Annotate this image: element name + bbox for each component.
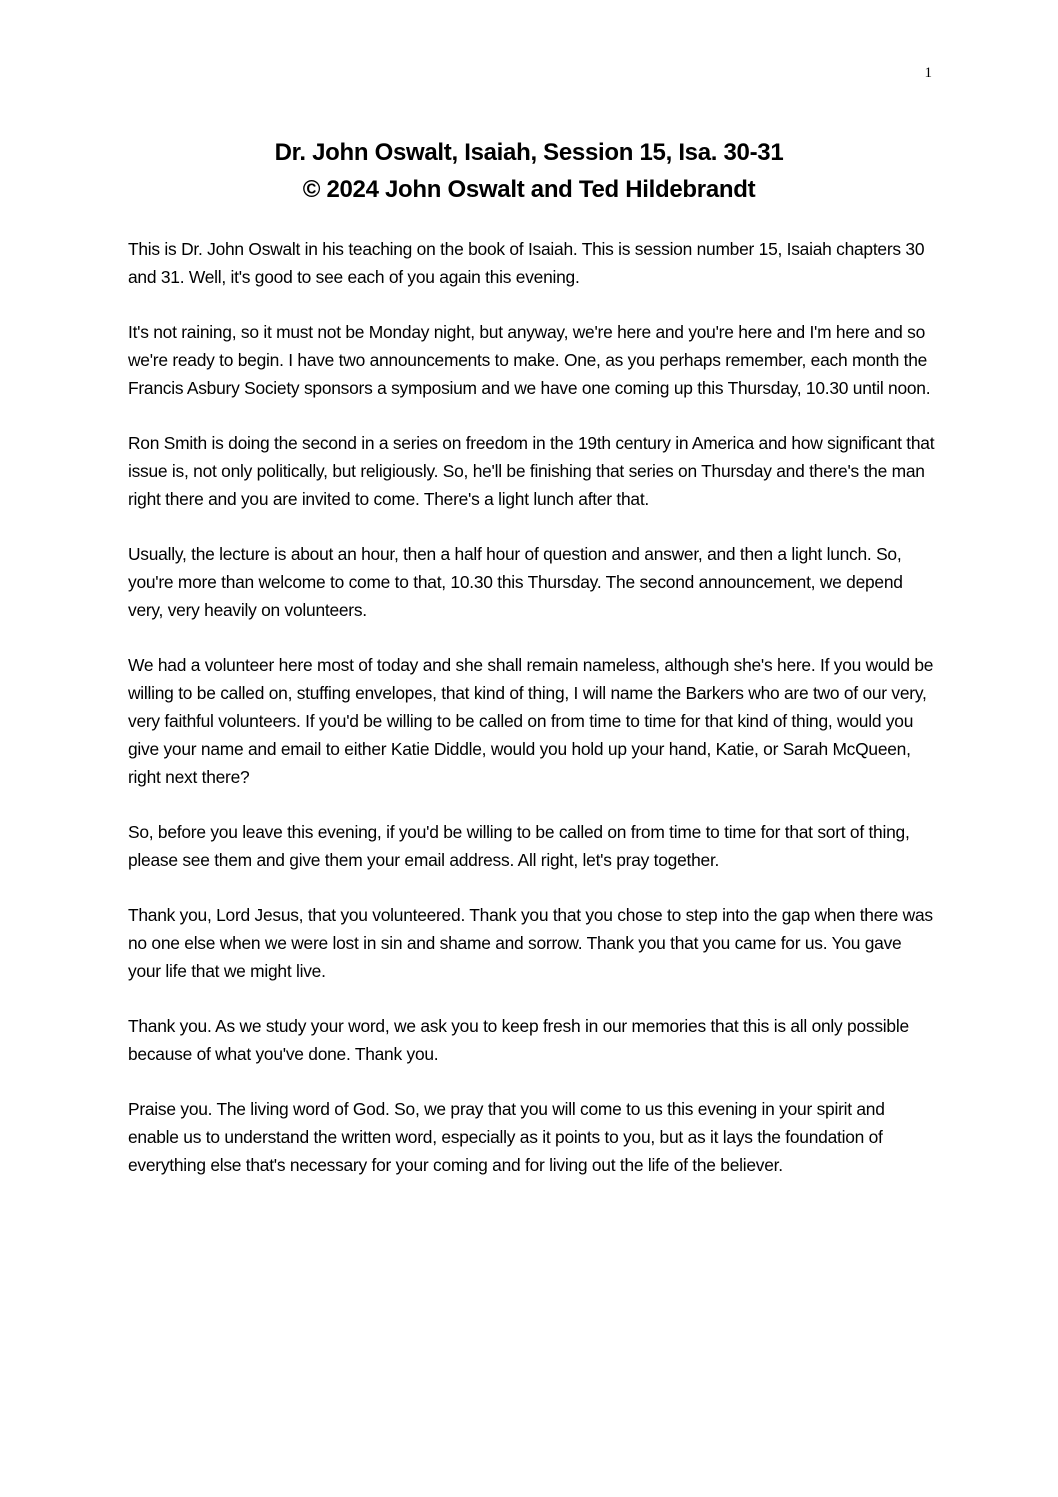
paragraph-7: Thank you, Lord Jesus, that you volunteered. Thank you that you chose to step into the gap when there was no one else when we were lost in sin and shame and sorrow. Thank you that you came for us. You gave your life that we might live. — [128, 905, 933, 981]
paragraph-8: Thank you. As we study your word, we ask you to keep fresh in our memories that this is all only possible because of what you've done. Thank you. — [128, 1016, 909, 1064]
document-title — [0, 134, 1058, 208]
paragraph-5: We had a volunteer here most of today and she shall remain nameless, although she's here. If you would be willing to be called on, stuffing envelopes, that kind of thing, I will name the Barkers who are two of our very, very faithful volunteers. If you'd be willing to be called on from time to time for that kind of thing, would you give your name and email to either Katie Diddle, would you hold up your hand, Katie, or Sarah McQueen, right next there? — [128, 655, 934, 787]
paragraph-6: So, before you leave this evening, if you'd be willing to be called on from time to time for that sort of thing, please see them and give them your email address. All right, let's pray together. — [128, 822, 910, 870]
paragraph-4: Usually, the lecture is about an hour, then a half hour of question and answer, and then a light lunch. So, you're more than welcome to come to that, 10.30 this Thursday. The second announcement, we depend very, very heavily on volunteers. — [128, 544, 903, 620]
paragraph-1: This is Dr. John Oswalt in his teaching on the book of Isaiah. This is session number 15, Isaiah chapters 30 and 31. Well, it's good to see each of you again this evening. — [128, 239, 925, 287]
title-line-1: Dr. John Oswalt, Isaiah, Session 15, Isa. 30-31 — [274, 139, 784, 166]
title-line-2: © 2024 John Oswalt and Ted Hildebrandt — [302, 176, 756, 203]
page-number: 1 — [924, 65, 932, 81]
paragraph-2: It's not raining, so it must not be Monday night, but anyway, we're here and you're here and I'm here and so we're ready to begin. I have two announcements to make. One, as you perhaps remember, each month the Francis Asbury Society sponsors a symposium and we have one coming up this Thursday, 10.30 until noon. — [128, 322, 931, 398]
paragraph-9: Praise you. The living word of God. So, we pray that you will come to us this evening in your spirit and enable us to understand the written word, especially as it points to you, but as it lays the foundation of everything else that's necessary for your coming and for living out the life of the believer. — [128, 1099, 885, 1175]
document-body — [128, 235, 938, 1206]
paragraph-3: Ron Smith is doing the second in a series on freedom in the 19th century in America and how significant that issue is, not only politically, but religiously. So, he'll be finishing that series on Thursday and there's the man right there and you are invited to come. There's a light lunch after that. — [128, 433, 935, 509]
